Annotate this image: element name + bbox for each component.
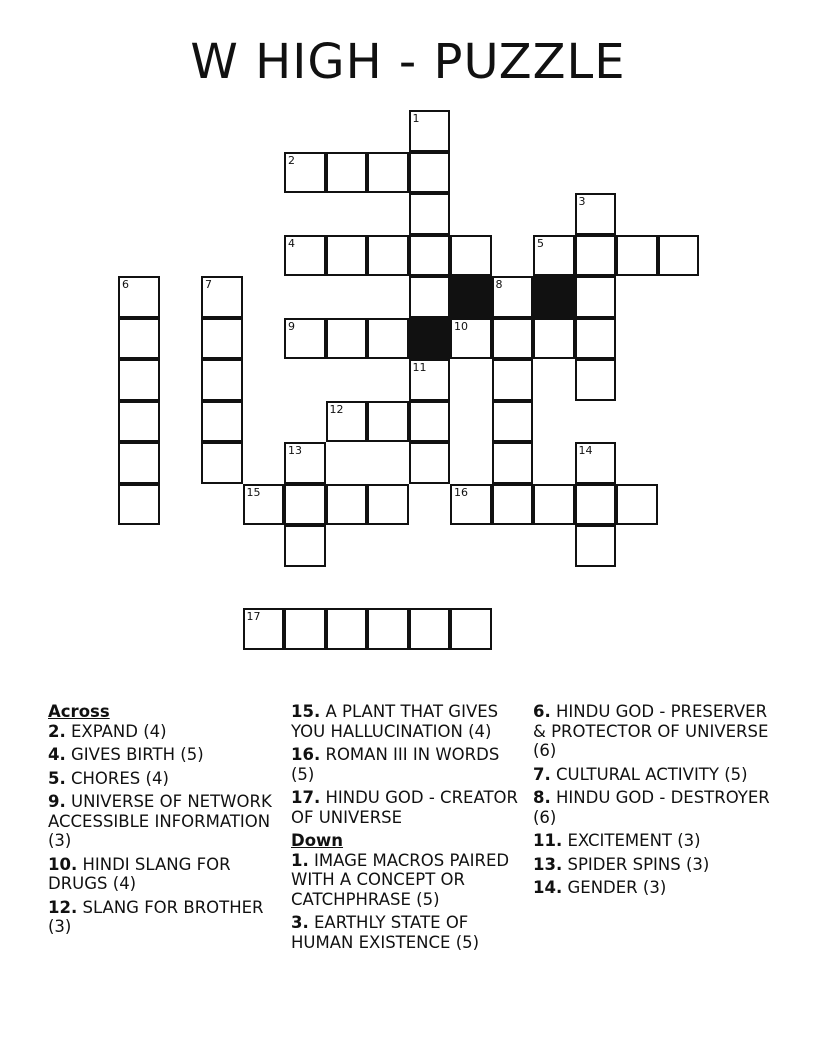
clue-text: CHORES (4) xyxy=(71,768,169,788)
grid-cell[interactable] xyxy=(575,484,617,526)
grid-cell[interactable] xyxy=(409,152,451,194)
grid-cell[interactable] xyxy=(575,276,617,318)
grid-cell[interactable] xyxy=(450,484,492,526)
clue-text: IMAGE MACROS PAIRED WITH A CONCEPT OR CATCHPHRASE (5) xyxy=(291,850,510,909)
clue xyxy=(48,745,278,765)
clue xyxy=(291,913,521,952)
clue xyxy=(533,702,773,761)
grid-cell[interactable] xyxy=(118,276,160,318)
clue-num: 4. xyxy=(48,745,66,764)
grid-cell[interactable] xyxy=(658,235,700,277)
clue xyxy=(291,745,521,784)
grid-cell[interactable] xyxy=(118,359,160,401)
grid-cell[interactable] xyxy=(118,484,160,526)
grid-cell[interactable] xyxy=(575,193,617,235)
grid-cell[interactable] xyxy=(118,401,160,443)
grid-cell[interactable] xyxy=(492,484,534,526)
clue-num: 9. xyxy=(48,792,66,811)
grid-cell[interactable] xyxy=(243,484,285,526)
grid-cell[interactable] xyxy=(326,235,368,277)
grid-cell[interactable] xyxy=(450,318,492,360)
grid-cell[interactable] xyxy=(201,442,243,484)
grid-cell[interactable] xyxy=(284,525,326,567)
grid-cell[interactable] xyxy=(284,318,326,360)
clue-number: 9 xyxy=(288,319,295,333)
clue-num: 3. xyxy=(291,913,309,932)
grid-cell[interactable] xyxy=(284,235,326,277)
grid-cell[interactable] xyxy=(367,608,409,650)
grid-cell[interactable] xyxy=(201,276,243,318)
clue-num: 5. xyxy=(48,768,66,788)
grid-cell[interactable] xyxy=(575,525,617,567)
grid-cell[interactable] xyxy=(326,484,368,526)
clue-num: 7. xyxy=(533,764,551,784)
grid-cell[interactable] xyxy=(118,318,160,360)
grid-cell[interactable] xyxy=(409,401,451,443)
grid-cell[interactable] xyxy=(575,235,617,277)
clue-text: EARTHLY STATE OF HUMAN EXISTENCE (5) xyxy=(291,913,480,952)
grid-cell[interactable] xyxy=(284,442,326,484)
clue-num: 1. xyxy=(291,850,309,870)
clue-number: 8 xyxy=(495,278,503,291)
clue xyxy=(533,855,773,875)
grid-cell[interactable] xyxy=(533,318,575,360)
black-cell xyxy=(450,276,492,318)
grid-cell[interactable] xyxy=(243,608,285,650)
grid-cell[interactable] xyxy=(118,442,160,484)
clue-number: 15 xyxy=(246,485,261,499)
grid-cell[interactable] xyxy=(533,484,575,526)
grid-cell[interactable] xyxy=(409,110,451,152)
clue-text: GENDER (3) xyxy=(567,878,667,897)
clue-num: 14. xyxy=(533,878,563,897)
grid-cell[interactable] xyxy=(492,401,534,443)
clue-number: 13 xyxy=(288,444,302,457)
clue-number: 2 xyxy=(288,153,295,167)
clue xyxy=(291,788,521,827)
grid-cell[interactable] xyxy=(326,401,368,443)
clue-text: A PLANT THAT GIVES YOU HALLUCINATION (4) xyxy=(291,702,499,741)
clue-text: HINDU GOD - PRESERVER & PROTECTOR OF UNIVERSE (6) xyxy=(533,702,769,760)
clue-number: 16 xyxy=(454,485,468,499)
puzzle-title: W HIGH - PUZZLE xyxy=(190,34,626,90)
grid-cell[interactable] xyxy=(450,235,492,277)
clue-text: ROMAN III IN WORDS (5) xyxy=(291,745,500,784)
clue-num: 11. xyxy=(533,831,563,850)
clue-num: 6. xyxy=(533,702,551,721)
clue xyxy=(533,765,773,785)
clues-column-2 xyxy=(291,702,521,956)
clue-number: 7 xyxy=(205,278,212,291)
clue-num: 17. xyxy=(291,788,321,807)
clue-num: 2. xyxy=(48,721,66,741)
clue xyxy=(48,855,278,894)
clue-text: HINDI SLANG FOR DRUGS (4) xyxy=(48,854,231,893)
clue-number: 17 xyxy=(246,610,261,623)
clue-number: 6 xyxy=(122,278,129,291)
clue-number: 3 xyxy=(578,195,586,208)
black-cell xyxy=(409,318,451,360)
grid-cell[interactable] xyxy=(409,608,451,650)
clue xyxy=(533,831,773,851)
grid-cell[interactable] xyxy=(575,442,617,484)
grid-cell[interactable] xyxy=(367,152,409,194)
grid-cell[interactable] xyxy=(575,359,617,401)
clue xyxy=(48,769,278,789)
grid-cell[interactable] xyxy=(367,235,409,277)
clue-number: 5 xyxy=(537,236,544,250)
grid-cell[interactable] xyxy=(409,359,451,401)
grid-cell[interactable] xyxy=(450,608,492,650)
grid-cell[interactable] xyxy=(201,318,243,360)
clue xyxy=(48,722,278,742)
clue-num: 12. xyxy=(48,897,78,917)
grid-cell[interactable] xyxy=(326,318,368,360)
grid-cell[interactable] xyxy=(284,608,326,650)
clue-number: 11 xyxy=(412,361,427,374)
grid-cell[interactable] xyxy=(201,359,243,401)
clue-text: SLANG FOR BROTHER (3) xyxy=(48,897,264,936)
clue xyxy=(291,702,521,741)
grid-cell[interactable] xyxy=(616,235,658,277)
grid-cell[interactable] xyxy=(409,235,451,277)
clue-text: CULTURAL ACTIVITY (5) xyxy=(556,764,748,784)
grid-cell[interactable] xyxy=(492,318,534,360)
grid-cell[interactable] xyxy=(409,442,451,484)
clue-num: 8. xyxy=(533,788,551,807)
grid-cell[interactable] xyxy=(533,235,575,277)
clue xyxy=(48,792,278,851)
grid-cell[interactable] xyxy=(367,484,409,526)
grid-cell[interactable] xyxy=(492,359,534,401)
clue-text: GIVES BIRTH (5) xyxy=(71,745,204,764)
grid-cell[interactable] xyxy=(575,318,617,360)
clue-num: 15. xyxy=(291,702,321,721)
clue xyxy=(291,851,521,910)
clue-text: EXPAND (4) xyxy=(71,721,167,741)
clue-number: 10 xyxy=(454,319,468,333)
grid-cell[interactable] xyxy=(409,193,451,235)
grid-cell[interactable] xyxy=(367,401,409,443)
clue-number: 4 xyxy=(288,236,295,250)
clue-text: HINDU GOD - CREATOR OF UNIVERSE xyxy=(291,788,518,827)
clue-num: 10. xyxy=(48,854,78,874)
clue-number: 1 xyxy=(412,112,420,125)
grid-cell[interactable] xyxy=(409,276,451,318)
clues-column-3 xyxy=(533,702,773,902)
grid-cell[interactable] xyxy=(284,484,326,526)
clues-column-1 xyxy=(48,702,278,941)
across-header: Across xyxy=(48,702,110,721)
clue-num: 16. xyxy=(291,745,321,764)
grid-cell[interactable] xyxy=(201,401,243,443)
clue-text: SPIDER SPINS (3) xyxy=(567,854,710,874)
clue-number: 14 xyxy=(578,444,593,457)
clue xyxy=(48,898,278,937)
clue xyxy=(533,788,773,827)
grid-cell[interactable] xyxy=(284,152,326,194)
black-cell xyxy=(533,276,575,318)
grid-cell[interactable] xyxy=(616,484,658,526)
grid-cell[interactable] xyxy=(326,152,368,194)
grid-cell[interactable] xyxy=(492,276,534,318)
clue-text: UNIVERSE OF NETWORK ACCESSIBLE INFORMATION (3) xyxy=(48,792,272,850)
down-header: Down xyxy=(291,831,344,850)
clue-num: 13. xyxy=(533,854,563,874)
clue-text: HINDU GOD - DESTROYER (6) xyxy=(533,788,770,827)
grid-cell[interactable] xyxy=(367,318,409,360)
grid-cell[interactable] xyxy=(492,442,534,484)
clue-text: EXCITEMENT (3) xyxy=(567,831,701,850)
grid-cell[interactable] xyxy=(326,608,368,650)
clue xyxy=(533,878,773,898)
clue-number: 12 xyxy=(329,402,344,416)
